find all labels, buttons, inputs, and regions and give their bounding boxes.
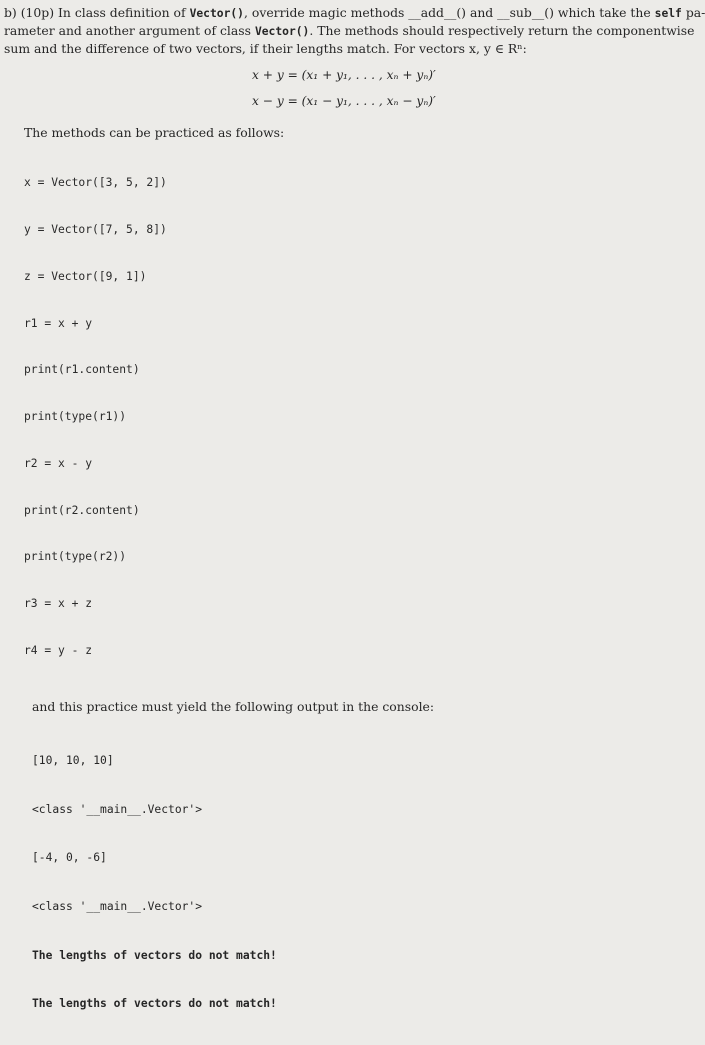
problem-line-1-tail: pa- xyxy=(685,5,705,20)
code-line: print(type(r2)) xyxy=(24,550,127,564)
output-line: <class '__main__.Vector'> xyxy=(32,900,203,914)
code-line: print(r2.content) xyxy=(24,503,140,517)
output-line: <class '__main__.Vector'> xyxy=(32,802,203,816)
code-line: r2 = x - y xyxy=(24,456,93,470)
code-line: print(r1.content) xyxy=(24,363,140,377)
intro-text: The methods can be practiced as follows: xyxy=(24,125,285,140)
output-line: [-4, 0, -6] xyxy=(32,851,107,865)
problem-line-2 xyxy=(4,22,695,40)
problem-line-2-start: rameter and another argument of class xyxy=(4,23,251,38)
code-block xyxy=(24,144,692,690)
console-output xyxy=(32,721,692,1045)
problem-line-1 xyxy=(4,4,705,22)
formula-sum: x + y = (x₁ + y₁, . . . , xₙ + yₙ)′ xyxy=(252,68,436,82)
code-line: x = Vector([3, 5, 2]) xyxy=(24,176,167,190)
code-self: self xyxy=(654,7,682,20)
code-vector-class: Vector() xyxy=(189,7,244,20)
code-line: r3 = x + z xyxy=(24,597,93,611)
outro-text: and this practice must yield the following output in the console: xyxy=(32,698,435,714)
problem-line-1-mid: , override magic methods __add__() and __sub__() which take the xyxy=(243,5,651,20)
formula-difference: x − y = (x₁ − y₁, . . . , xₙ − yₙ)′ xyxy=(252,94,436,108)
output-line: The lengths of vectors do not match! xyxy=(32,948,277,962)
problem-line-3: sum and the difference of two vectors, if their lengths match. For vectors x, y ∈ Rⁿ: xyxy=(4,41,527,56)
output-line: The lengths of vectors do not match! xyxy=(32,997,277,1011)
code-line: r4 = y - z xyxy=(24,644,93,657)
problem-line-2-tail: . The methods should respectively return the componentwise xyxy=(309,23,695,38)
problem-label: b) (10p) In class definition of xyxy=(4,5,186,20)
output-line: [10, 10, 10] xyxy=(32,754,114,768)
code-line: z = Vector([9, 1]) xyxy=(24,269,147,283)
code-line: y = Vector([7, 5, 8]) xyxy=(24,222,167,236)
code-line: print(type(r1)) xyxy=(24,410,127,424)
code-line: r1 = x + y xyxy=(24,316,93,330)
code-vector-class-2: Vector() xyxy=(254,25,310,38)
